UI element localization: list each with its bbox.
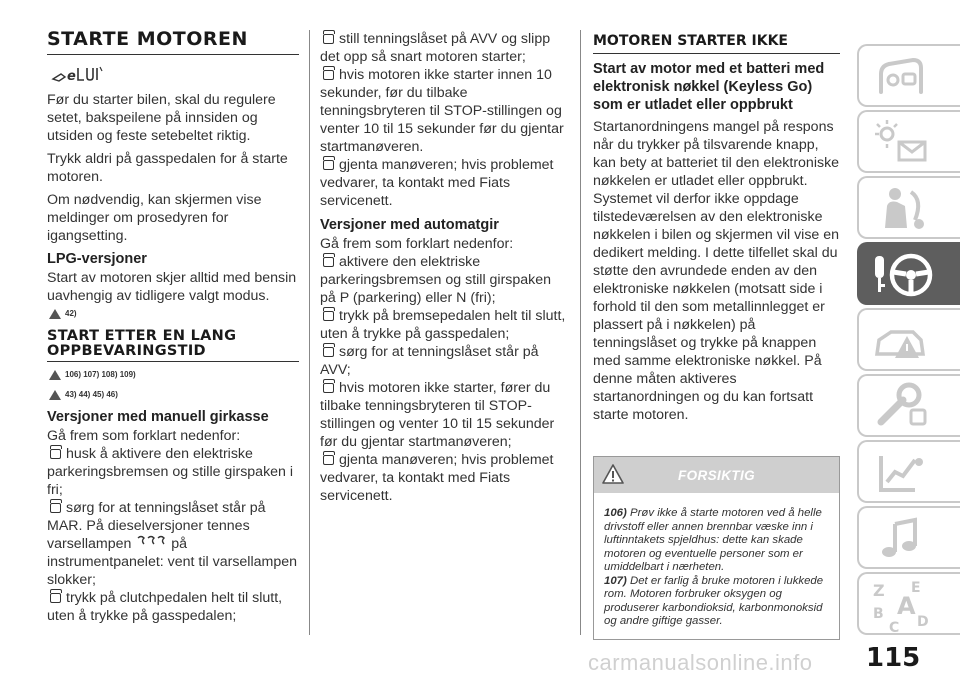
list-item: hvis motoren ikke starter innen 10 sekunder, før du tilbake tenningsbryteren til STOP-stillingen og venter 10 til 15 sekunder før du gjentar startmanøveren. (320, 67, 564, 155)
breakdown-car-icon (871, 316, 931, 366)
tab-maintenance[interactable] (857, 374, 960, 437)
paragraph: Før du starter bilen, skal du regulere setet, bakspeilene på innsiden og utsiden og feste setebeltet riktig. (47, 92, 276, 144)
warning-triangle-icon (602, 464, 624, 484)
checkbox-bullet-icon (323, 34, 334, 44)
svg-text:Z: Z (873, 581, 885, 600)
warning-triangle-icon (49, 309, 61, 319)
column-2 (320, 30, 570, 505)
page-number: 115 (866, 643, 921, 673)
warning-body (594, 493, 839, 639)
checkbox-bullet-icon (323, 311, 334, 321)
warning-title: FORSIKTIG (677, 467, 756, 483)
tab-technical-data[interactable] (857, 440, 960, 503)
paragraph: Om nødvendig, kan skjermen vise meldinger om prosedyren for igangsetting. (47, 192, 262, 244)
wrench-maintenance-icon (871, 382, 931, 432)
section-title: STARTE MOTOREN (47, 28, 299, 55)
seat-belt-safety-icon (871, 184, 931, 234)
watermark: carmanualsonline.info (588, 650, 813, 675)
list-item: sørg for at tenningslåset står på MAR. På dieselversjoner tennes varsellampen på instrumentpanelet: vent til varsellampen slokker; (47, 500, 297, 588)
alphabetical-index-icon (871, 580, 941, 636)
tab-dashboard[interactable] (857, 44, 960, 107)
checkbox-bullet-icon (50, 503, 61, 513)
svg-text:B: B (873, 606, 884, 622)
subheading-manual: Versjoner med manuell girkasse (47, 409, 269, 425)
checkbox-bullet-icon (323, 70, 334, 80)
list-item: aktivere den elektriske parkeringsbremsen og still girspaken på P (parkering) eller N (fri); (320, 254, 552, 306)
paragraph: Gå frem som forklart nedenfor: (47, 428, 241, 444)
checkbox-bullet-icon (323, 160, 334, 170)
tab-safety[interactable] (857, 176, 960, 239)
light-and-message-icon (871, 118, 931, 168)
checkbox-bullet-icon (323, 455, 334, 465)
list-item: husk å aktivere den elektriske parkeringsbremsen og stille girspaken i fri; (47, 446, 294, 498)
reference-note: 43) 44) 45) 46) (49, 388, 299, 402)
section-title: MOTOREN STARTER IKKE (593, 32, 840, 54)
car-dashboard-icon (871, 52, 931, 102)
fuel-variant-icon (51, 63, 111, 85)
list-item: gjenta manøveren; hvis problemet vedvarer, ta kontakt med Fiats servicenett. (320, 452, 554, 504)
checkbox-bullet-icon (50, 449, 61, 459)
warning-item: 106) Prøv ikke å starte motoren ved å helle drivstoff eller annen brennbar væske inn i luftinntakets spjeldhus: dette kan skade motoren og eventuelle personer som er umiddelbart i nærheten. (604, 507, 822, 573)
list-item: gjenta manøveren; hvis problemet vedvarer, ta kontakt med Fiats servicenett. (320, 157, 554, 209)
reference-note: 106) 107) 108) 109) (49, 368, 299, 382)
paragraph: Gå frem som forklart nedenfor: (320, 236, 514, 252)
list-item: sørg for at tenningslåset står på AVV; (320, 344, 539, 378)
svg-text:A: A (897, 592, 916, 620)
music-note-icon (871, 514, 931, 564)
warning-triangle-icon (49, 370, 61, 380)
column-1 (47, 28, 299, 625)
list-item: trykk på bremsepedalen helt til slutt, uten å trykke på gasspedalen; (320, 308, 566, 342)
engine-variant-icons (51, 63, 299, 85)
section-title: START ETTER EN LANG OPPBEVARINGSTID (47, 329, 299, 362)
checkbox-bullet-icon (50, 593, 61, 603)
paragraph: Trykk aldri på gasspedalen for å starte motoren. (47, 151, 288, 185)
subheading-automatic: Versjoner med automatgir (320, 217, 499, 233)
svg-text:C: C (889, 620, 900, 636)
glow-plug-icon (135, 535, 167, 549)
technical-data-icon (871, 448, 931, 498)
warning-header (594, 457, 839, 493)
svg-text:E: E (911, 580, 921, 596)
reference-note: 42) (49, 307, 299, 321)
list-item: hvis motoren ikke starter, fører du tilbake tenningsbryteren til STOP-stillingen og venter 10 til 15 sekunder før du gjentar startmanøveren; (320, 380, 555, 450)
tab-starting-driving[interactable] (857, 242, 960, 305)
warning-triangle-icon (49, 390, 61, 400)
subheading-lpg: LPG-versjoner (47, 251, 147, 267)
svg-text:D: D (917, 614, 929, 630)
column-3 (593, 32, 840, 640)
column-divider (580, 30, 581, 635)
paragraph: Startanordningens mangel på respons når du trykker på tilsvarende knapp, kan bety at batteriet til den elektroniske nøkkelen er utladet eller oppbrukt. Systemet vil derfor ikke oppdage tilstedeværelsen av den elektroniske nøkkelen i bilen og skjermen vil vise en dedikert melding. I dette tilfellet skal du støtte den avrundede enden av den elektroniske nøkkelen (motsatt side i forhold til den som metallinnlegget er plassert på i nøkkelen) på tenningslåset og trykke på knappen med samme elektroniske nøkkel. På denne måten aktiveres startanordningen og du kan fortsatt starte motoren. (593, 119, 840, 423)
warning-box (593, 456, 840, 640)
tab-warning-lights[interactable] (857, 110, 960, 173)
paragraph: Start av motoren skjer alltid med bensin uavhengig av tidligere valgt modus. (47, 270, 297, 304)
list-item: trykk på clutchpedalen helt til slutt, uten å trykke på gasspedalen; (47, 590, 283, 624)
tab-index[interactable] (857, 572, 960, 635)
checkbox-bullet-icon (323, 347, 334, 357)
svg-text:e: e (67, 69, 76, 84)
tab-emergency[interactable] (857, 308, 960, 371)
tab-multimedia[interactable] (857, 506, 960, 569)
list-item: still tenningslåset på AVV og slipp det opp så snart motoren starter; (320, 31, 551, 65)
checkbox-bullet-icon (323, 257, 334, 267)
checkbox-bullet-icon (323, 383, 334, 393)
column-divider (309, 30, 310, 635)
subheading-keyless: Start av motor med et batteri med elektronisk nøkkel (Keyless Go) som er utladet eller oppbrukt (593, 61, 825, 113)
warning-item: 107) Det er farlig å bruke motoren i lukkede rom. Motoren forbruker oksygen og produserer karbondioksid, karbonmonoksid og andre giftige gasser. (604, 574, 824, 627)
key-and-steering-wheel-icon (871, 250, 941, 300)
